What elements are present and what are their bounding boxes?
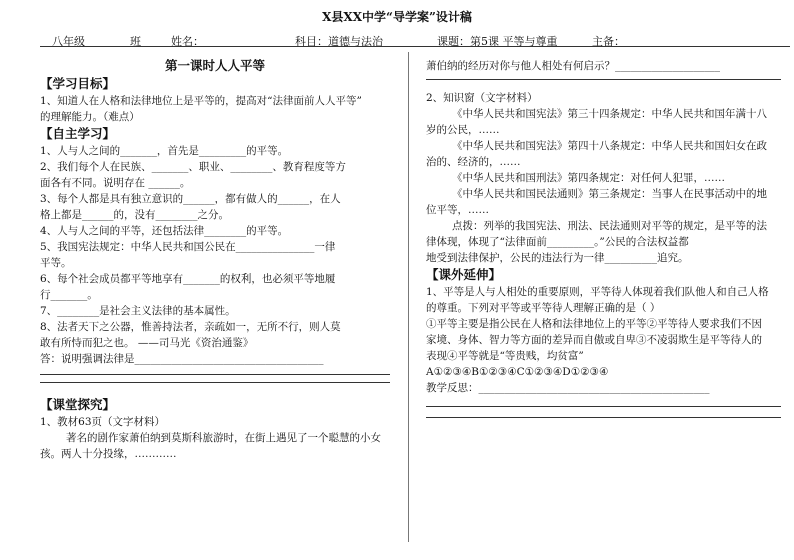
header-divider bbox=[40, 46, 790, 47]
law-article-cont: 治的、经济的，…… bbox=[426, 156, 521, 168]
question-6: 6、每个社会成员都平等地享有_______的权利，也必须平等地履 bbox=[40, 273, 336, 285]
goals-heading: 【学习目标】 bbox=[40, 76, 116, 91]
lesson-title: 第一课时人人平等 bbox=[164, 58, 265, 73]
law-article: 《中华人民共和国民法通则》第三条规定：当事人在民事活动中的地 bbox=[452, 188, 767, 200]
question-1: 1、人与人之间的_______，首先是_________的平等。 bbox=[40, 145, 289, 157]
material-1-text-cont: 孩。两人十分投缘，………… bbox=[40, 448, 177, 460]
question-3-cont: 格上都是______的，没有________之分。 bbox=[40, 209, 229, 221]
header-subject: 科目：道德与法治 bbox=[295, 35, 383, 48]
header-grade: 八年级 bbox=[52, 35, 85, 48]
header-author: 主备： bbox=[592, 35, 625, 48]
law-article-cont: 岁的公民，…… bbox=[426, 124, 500, 136]
question-8-cont: 敢有所恃而犯之也。 ——司马光《资治通鉴》 bbox=[40, 337, 254, 349]
question-8-answer: 答：说明强调法律是____________________________________ bbox=[40, 353, 324, 365]
law-article-cont: 位平等，…… bbox=[426, 204, 489, 216]
explore-heading: 【课堂探究】 bbox=[40, 397, 116, 412]
goal-line: 1、知道人在人格和法律地位上是平等的，提高对“法律面前人人平等” bbox=[40, 95, 362, 107]
question-5: 5、我国宪法规定：中华人民共和国公民在_______________一律 bbox=[40, 241, 336, 253]
question-4: 4、人与人之间的平等，还包括法律________的平等。 bbox=[40, 225, 289, 237]
knowledge-window: 2、知识窗（文字材料） bbox=[426, 92, 538, 104]
material-1: 1、教材63页（文字材料） bbox=[40, 416, 166, 428]
right-column bbox=[426, 58, 781, 428]
question-8: 8、法者天下之公器，惟善持法者，亲疏如一，无所不行，则人莫 bbox=[40, 321, 341, 333]
question-3: 3、每个人都是具有独立意识的______，都有做人的______，在人 bbox=[40, 193, 341, 205]
answer-line bbox=[40, 374, 390, 375]
law-article: 《中华人民共和国宪法》第三十四条规定：中华人民共和国年满十八 bbox=[452, 108, 767, 120]
header-name: 姓名： bbox=[171, 35, 204, 48]
left-column bbox=[40, 58, 390, 462]
law-article: 《中华人民共和国宪法》第四十八条规定：中华人民共和国妇女在政 bbox=[452, 140, 767, 152]
answer-line bbox=[40, 382, 390, 383]
question-5-cont: 平等。 bbox=[40, 257, 72, 269]
tip-text: 点拨：列举的我国宪法、刑法、民法通则对平等的规定，是平等的法 bbox=[452, 220, 767, 232]
teaching-reflection: 教学反思：____________________________________________ bbox=[426, 382, 710, 394]
tip-text-cont: 律体现，体现了“法律面前_________。”公民的合法权益都 bbox=[426, 236, 689, 248]
material-1-text: 著名的剧作家萧伯纳到莫斯科旅游时，在街上遇见了一个聪慧的小女 bbox=[66, 432, 381, 444]
goal-line: 的理解能力。（难点） bbox=[40, 111, 140, 123]
answer-line bbox=[426, 79, 781, 80]
self-study-heading: 【自主学习】 bbox=[40, 126, 116, 141]
answer-line bbox=[426, 417, 781, 418]
tip-text-cont: 地受到法律保护，公民的违法行为一律__________追究。 bbox=[426, 252, 689, 264]
question-2: 2、我们每个人在民族、_______、职业、________、教育程度等方 bbox=[40, 161, 346, 173]
answer-options: A①②③④B①②③④C①②③④D①②③④ bbox=[426, 366, 609, 378]
question-2-cont: 面各有不同。说明存在 ______。 bbox=[40, 177, 191, 189]
column-divider bbox=[408, 52, 409, 542]
reflection-question: 萧伯纳的经历对你与他人相处有何启示？____________________ bbox=[426, 60, 720, 72]
question-7: 7、________是社会主义法律的基本属性。 bbox=[40, 305, 236, 317]
question-6-cont: 行_______。 bbox=[40, 289, 98, 301]
law-article: 《中华人民共和国刑法》第四条规定：对任何人犯罪，…… bbox=[452, 172, 725, 184]
extension-question: 1、平等是人与人相处的重要原则，平等待人体现着我们队他人和自己人格 bbox=[426, 286, 769, 298]
answer-line bbox=[426, 406, 781, 407]
extension-heading: 【课外延伸】 bbox=[426, 267, 502, 282]
extension-statement-cont: 家境、身体、智力等方面的差异而自傲或自卑③不凌弱欺生是平等待人的 bbox=[426, 334, 762, 346]
extension-statement: ①平等主要是指公民在人格和法律地位上的平等②平等待人要求我们不因 bbox=[426, 318, 762, 330]
header-class: 班 bbox=[130, 35, 141, 48]
extension-statement-cont: 表现④平等就是“等贵贱，均贫富” bbox=[426, 350, 584, 362]
document-title: X县XX中学“导学案”设计稿 bbox=[322, 10, 472, 24]
header-lesson: 课题：第5课 平等与尊重 bbox=[437, 35, 558, 48]
extension-question-cont: 的尊重。下列对平等或平等待人理解正确的是（ ） bbox=[426, 302, 661, 314]
